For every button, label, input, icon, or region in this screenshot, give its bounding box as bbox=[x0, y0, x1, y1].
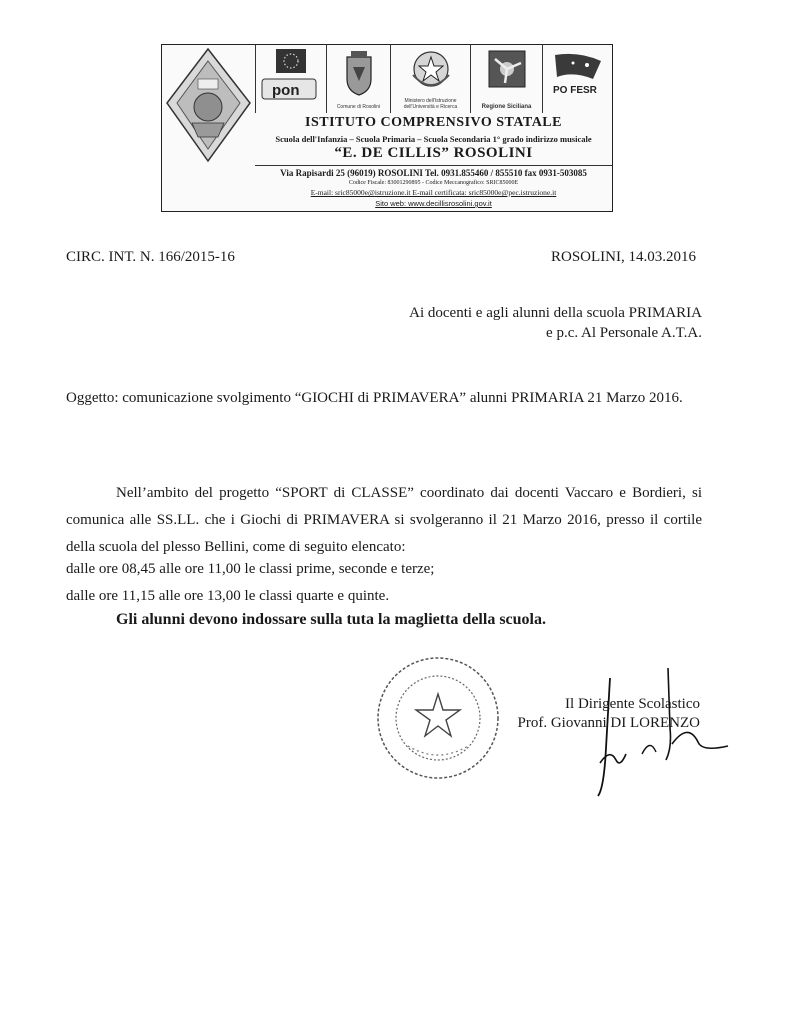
fesr-icon bbox=[543, 45, 613, 105]
ministero-logo bbox=[390, 45, 470, 113]
school-crest-icon bbox=[162, 45, 255, 165]
signatory-name: Prof. Giovanni DI LORENZO bbox=[517, 715, 700, 731]
circular-number: CIRC. INT. N. 166/2015-16 bbox=[66, 249, 235, 265]
recipients-line-2: e p.c. Al Personale A.T.A. bbox=[546, 325, 702, 341]
regione-sicilia-logo bbox=[470, 45, 542, 113]
schedule-list bbox=[66, 556, 434, 610]
schedule-item: dalle ore 08,45 alle ore 11,00 le classi prime, seconde e terze; bbox=[66, 561, 435, 577]
schedule-item: dalle ore 11,15 alle ore 13,00 le classi quarte e quinte. bbox=[66, 588, 390, 604]
letterhead-divider bbox=[255, 165, 612, 166]
eu-flag-icon bbox=[256, 45, 327, 105]
svg-text:PO FESR: PO FESR bbox=[553, 85, 597, 96]
logo-caption: Comune di Rosolini bbox=[336, 104, 381, 110]
letterhead bbox=[161, 44, 613, 212]
school-subtitle: Scuola dell'Infanzia – Scuola Primaria – Scuola Secondaria 1° grado indirizzo musicale bbox=[275, 134, 592, 144]
school-address: Via Rapisardi 25 (96019) ROSOLINI Tel. 0931.855460 / 855510 fax 0931-503085 bbox=[280, 168, 587, 178]
school-codes: Codice Fiscale: 83001290895 - Codice Meccanografico: SRIC85000E bbox=[348, 180, 519, 186]
school-name: “E. DE CILLIS” ROSOLINI bbox=[334, 145, 533, 161]
place-date: ROSOLINI, 14.03.2016 bbox=[551, 249, 696, 265]
school-email[interactable]: E-mail: sric85000e@istruzione.it E-mail certificata: sric85000e@pec.istruzione.it bbox=[310, 188, 557, 197]
svg-text:pon: pon bbox=[272, 82, 300, 99]
logo-caption: Ministero dell'Istruzione dell'Università e Ricerca bbox=[403, 98, 458, 110]
italian-emblem-icon bbox=[391, 45, 471, 95]
logo-caption: Regione Siciliana bbox=[481, 104, 532, 110]
recipients-line-1: Ai docenti e agli alunni della scuola PRIMARIA bbox=[409, 305, 702, 321]
school-website[interactable]: Sito web: www.decillisrosolini.gov.it bbox=[375, 199, 492, 208]
po-fesr-logo bbox=[542, 45, 612, 113]
handwritten-signature-icon bbox=[580, 668, 730, 803]
subject: Oggetto: comunicazione svolgimento “GIOCHI di PRIMAVERA” alunni PRIMARIA 21 Marzo 2016. bbox=[66, 390, 683, 406]
pon-logo bbox=[255, 45, 326, 113]
comune-rosolini-logo bbox=[326, 45, 390, 113]
body-paragraph: Nell’ambito del progetto “SPORT di CLASSE” coordinato dai docenti Vaccaro e Bordieri, si comunica alle SS.LL. che i Giochi di PRIMAVERA si svolgeranno il 21 Marzo 2016, presso il cortile della scuola del plesso Bellini, come di seguito elencato: bbox=[66, 485, 702, 555]
trinacria-icon bbox=[471, 45, 543, 97]
logo-row bbox=[162, 45, 612, 113]
official-stamp-icon bbox=[368, 650, 508, 785]
recipients bbox=[409, 303, 702, 343]
coat-of-arms-icon bbox=[327, 45, 391, 101]
signatory-role: Il Dirigente Scolastico bbox=[565, 696, 700, 712]
school-title: ISTITUTO COMPRENSIVO STATALE bbox=[305, 115, 562, 130]
school-crest-logo bbox=[162, 45, 255, 113]
notice: Gli alunni devono indossare sulla tuta la maglietta della scuola. bbox=[116, 611, 546, 628]
